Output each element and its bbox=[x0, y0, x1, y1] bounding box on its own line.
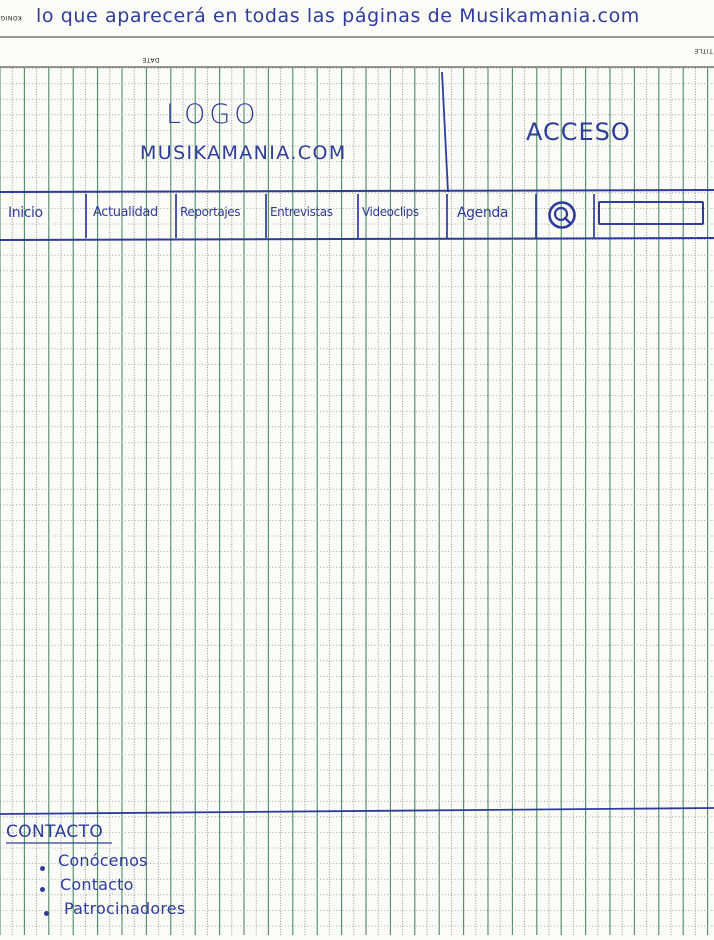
footer-link-contacto[interactable]: Contacto bbox=[60, 875, 134, 894]
paper-title-label: TITLE bbox=[694, 47, 713, 54]
bullet-icon bbox=[40, 866, 45, 871]
nav-item-actualidad[interactable]: Actualidad bbox=[93, 205, 158, 220]
nav-top-rule bbox=[0, 190, 714, 192]
paper-brand-mark: KONIG bbox=[0, 14, 22, 21]
bullet-icon bbox=[40, 887, 45, 892]
footer-link-patrocinadores[interactable]: Patrocinadores bbox=[64, 899, 186, 918]
nav-item-entrevistas[interactable]: Entrevistas bbox=[270, 205, 333, 219]
search-icon bbox=[545, 200, 579, 230]
login-link[interactable]: ACCESO bbox=[526, 118, 631, 146]
bullet-icon bbox=[44, 911, 49, 916]
paper-date-label: DATE bbox=[142, 56, 160, 63]
nav-bottom-rule bbox=[0, 238, 714, 240]
search-input[interactable] bbox=[598, 201, 704, 225]
footer-heading: CONTACTO bbox=[6, 822, 104, 842]
logo-site-name[interactable]: MUSIKAMANIA.COM bbox=[140, 142, 347, 164]
page-note: lo que aparecerá en todas las páginas de Musikamania.com bbox=[36, 5, 640, 27]
footer-top-rule bbox=[0, 808, 714, 814]
logo-title: LOGO bbox=[166, 99, 260, 130]
search-button[interactable] bbox=[545, 200, 579, 230]
footer-link-conocenos[interactable]: Conócenos bbox=[58, 851, 148, 870]
nav-item-reportajes[interactable]: Reportajes bbox=[180, 205, 241, 219]
nav-item-agenda[interactable]: Agenda bbox=[457, 205, 509, 221]
nav-item-videoclips[interactable]: Videoclips bbox=[362, 205, 419, 219]
nav-item-inicio[interactable]: Inicio bbox=[8, 205, 43, 221]
header-divider bbox=[442, 72, 448, 192]
